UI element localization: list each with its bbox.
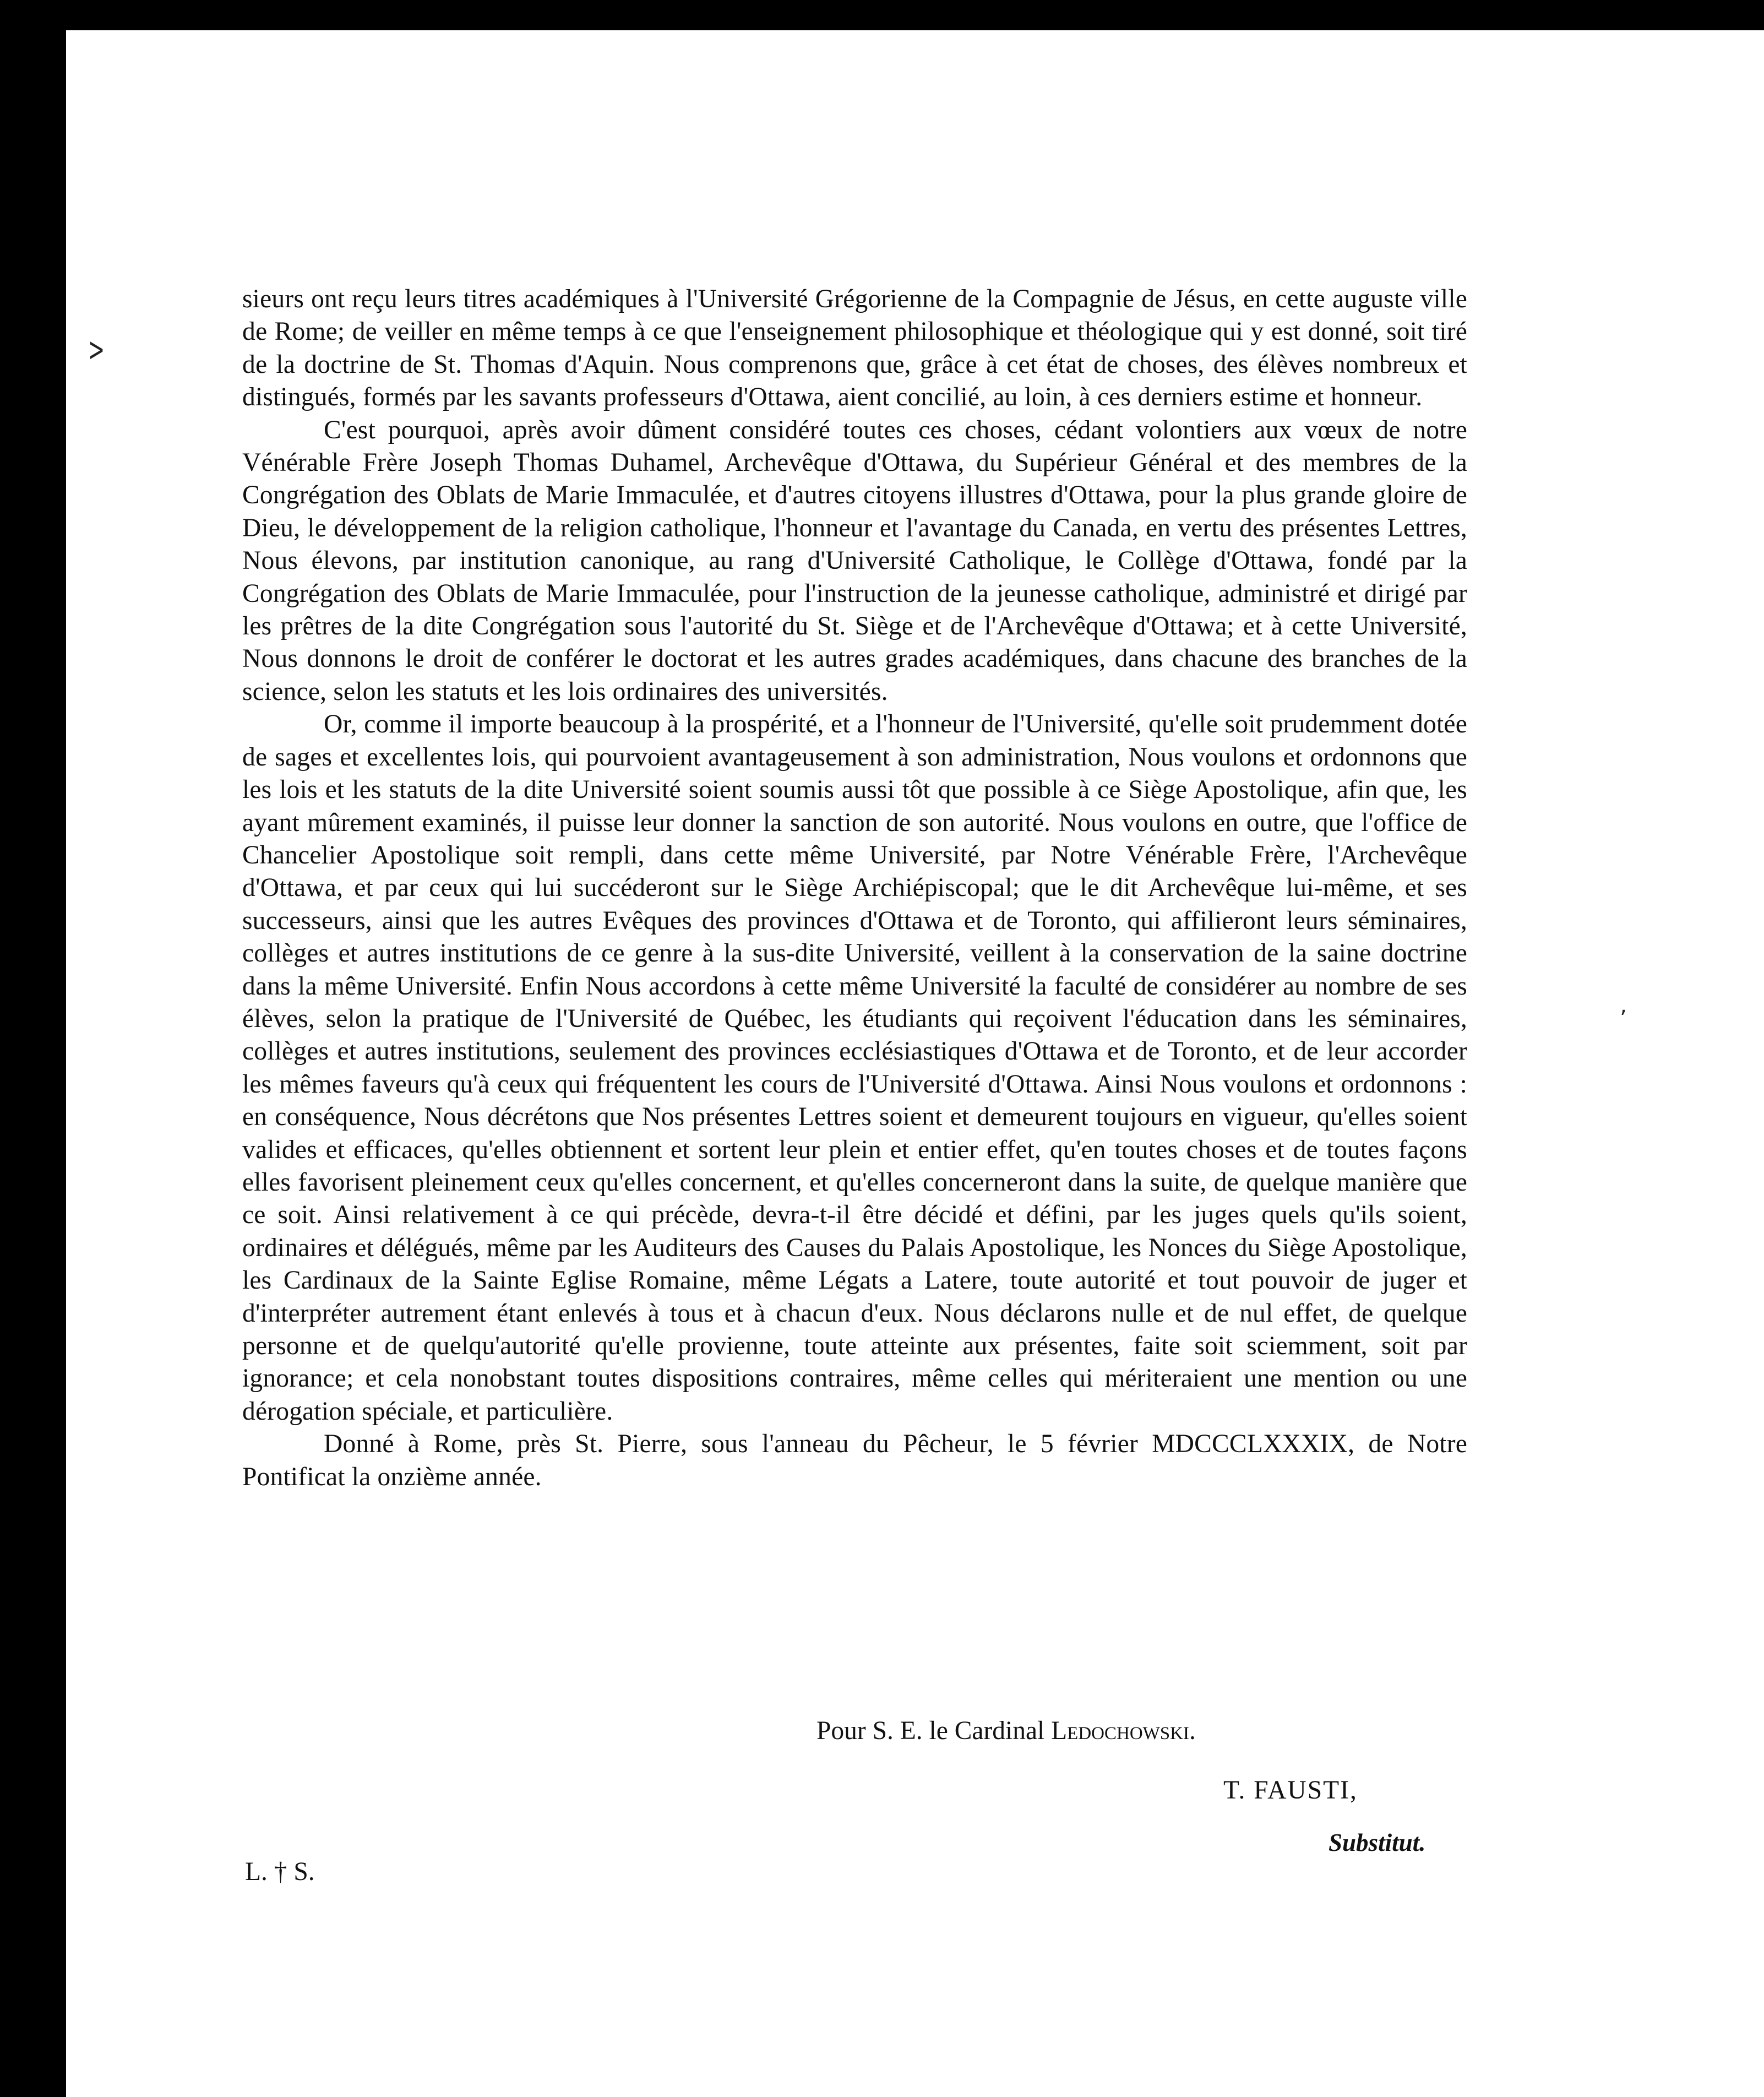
paragraph-dating-clause: Donné à Rome, près St. Pierre, sous l'anneau du Pêcheur, le 5 février MDCCCLXXXIX, de Notre Pontificat la onzième année. <box>242 1430 1467 1491</box>
signature-attribution-line <box>816 1716 1196 1746</box>
document-body <box>242 283 1467 1493</box>
signature-cardinal-name: Ledochowski. <box>1051 1716 1196 1745</box>
scan-speck-mark: ’ <box>1620 1006 1627 1031</box>
signer-name: T. FAUSTI, <box>1223 1776 1358 1805</box>
signature-attribution-prefix: Pour S. E. le Cardinal <box>816 1716 1045 1745</box>
scan-edge-mark: > <box>88 330 105 369</box>
paragraph-continuation: sieurs ont reçu leurs titres académiques à l'Université Grégorienne de la Compagnie de Jésus, en cette auguste ville de Rome; de veiller en même temps à ce que l'enseignement philosophique et théologique qui y est donné, soit tiré de la doctrine de St. Thomas d'Aquin. Nous comprenons que, grâce à cet état de choses, des élèves nombreux et distingués, formés par les savants professeurs d'Ottawa, aient concilié, au loin, à ces derniers estime et honneur. <box>242 285 1467 412</box>
seal-mark: L. † S. <box>245 1857 315 1886</box>
signer-title: Substitut. <box>1329 1829 1426 1856</box>
paragraph-elevation-decree: C'est pourquoi, après avoir dûment considéré toutes ces choses, cédant volontiers aux vœux de notre Vénérable Frère Joseph Thomas Duhamel, Archevêque d'Ottawa, du Supérieur Général et des membres de la Congrégation des Oblats de Marie Immaculée, et d'autres citoyens illustres d'Ottawa, pour la plus grande gloire de Dieu, le développement de la religion catholique, l'honneur et l'avantage du Canada, en vertu des présentes Lettres, Nous élevons, par institution canonique, au rang d'Université Catholique, le Collège d'Ottawa, fondé par la Congrégation des Oblats de Marie Immaculée, pour l'instruction de la jeunesse catholique, administré et dirigé par les prêtres de la dite Congrégation sous l'autorité du St. Siège et de l'Archevêque d'Ottawa; et à cette Université, Nous donnons le droit de conférer le doctorat et les autres grades académiques, dans chacune des branches de la science, selon les statuts et les lois ordinaires des universités. <box>242 415 1467 706</box>
paragraph-statutes-and-chancellor: Or, comme il importe beaucoup à la prospérité, et a l'honneur de l'Université, qu'elle soit prudemment dotée de sages et excellentes lois, qui pourvoient avantageusement à son administration, Nous voulons et ordonnons que les lois et les statuts de la dite Université soient soumis aussi tôt que possible à ce Siège Apostolique, afin que, les ayant mûrement examinés, il puisse leur donner la sanction de son autorité. Nous voulons en outre, que l'office de Chancelier Apostolique soit rempli, dans cette même Université, par Notre Vénérable Frère, l'Archevêque d'Ottawa, et par ceux qui lui succéderont sur le Siège Archiépiscopal; que le dit Archevêque lui-même, et ses successeurs, ainsi que les autres Evêques des provinces d'Ottawa et de Toronto, qui affilieront leurs séminaires, collèges et autres institutions de ce genre à la sus-dite Université, veillent à la conservation de la saine doctrine dans la même Université. Enfin Nous accordons à cette même Université la faculté de considérer au nombre de ses élèves, selon la pratique de l'Université de Québec, les étudiants qui reçoivent l'éducation dans les séminaires, collèges et autres institutions, seulement des provinces ecclésiastiques d'Ottawa et de Toronto, et de leur accorder les mêmes faveurs qu'à ceux qui fréquentent les cours de l'Université d'Ottawa. Ainsi Nous voulons et ordonnons : en conséquence, Nous décrétons que Nos présentes Lettres soient et demeurent toujours en vigueur, qu'elles soient valides et efficaces, qu'elles obtiennent et sortent leur plein et entier effet, qu'en toutes choses et de toutes façons elles favorisent pleinement ceux qu'elles concernent, et qu'elles concerneront dans la suite, de quelque manière que ce soit. Ainsi relativement à ce qui précède, devra-t-il être décidé et défini, par les juges quels qu'ils soient, ordinaires et délégués, même par les Auditeurs des Causes du Palais Apostolique, les Nonces du Siège Apostolique, les Cardinaux de la Sainte Eglise Romaine, même Légats a Latere, toute autorité et tout pouvoir de juger et d'interpréter autrement étant enlevés à tous et à chacun d'eux. Nous déclarons nulle et de nul effet, de quelque personne et de quelqu'autorité qu'elle provienne, toute atteinte aux présentes, faite soit sciemment, soit par ignorance; et cela nonobstant toutes dispositions contraires, même celles qui mériteraient une mention ou une dérogation spéciale, et particulière. <box>242 710 1467 1426</box>
